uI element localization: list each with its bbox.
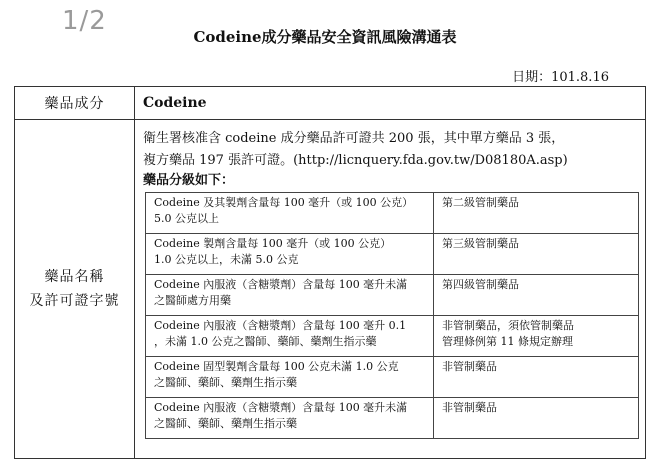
license-label-line2: 及許可證字號 bbox=[29, 292, 120, 309]
grade-row bbox=[146, 398, 639, 439]
grade-row bbox=[146, 316, 639, 357]
grading-table bbox=[145, 192, 639, 439]
grade-row bbox=[146, 275, 639, 316]
grade-level: 第三級管制藥品 bbox=[434, 234, 639, 275]
license-label-line1: 藥品名稱 bbox=[44, 268, 105, 285]
grade-description: Codeine 內服液（含糖漿劑）含量每 100 毫升未滿 之醫師、藥師、藥劑生指示藥 bbox=[146, 398, 434, 439]
ingredient-value: Codeine bbox=[135, 87, 646, 120]
document-date: 日期：101.8.16 bbox=[512, 70, 609, 85]
license-intro-line1: 衛生署核准含 codeine 成分藥品許可證共 200 張，其中單方藥品 3 張， bbox=[143, 131, 565, 146]
grade-description: Codeine 內服液（含糖漿劑）含量每 100 毫升未滿 之醫師處方用藥 bbox=[146, 275, 434, 316]
grade-level: 第四級管制藥品 bbox=[434, 275, 639, 316]
ingredient-label: 藥品成分 bbox=[15, 87, 135, 120]
grade-row bbox=[146, 193, 639, 234]
ingredient-row bbox=[15, 87, 646, 120]
grade-row bbox=[146, 234, 639, 275]
grade-level: 非管制藥品 bbox=[434, 357, 639, 398]
grade-level: 非管制藥品，須依管制藥品 管理條例第 11 條規定辦理 bbox=[434, 316, 639, 357]
page-indicator: 1/2 bbox=[62, 6, 107, 36]
license-content bbox=[135, 120, 646, 459]
grading-heading: 藥品分級如下： bbox=[143, 173, 235, 188]
grade-row bbox=[146, 357, 639, 398]
grade-description: Codeine 及其製劑含量每 100 毫升（或 100 公克） 5.0 公克以上 bbox=[146, 193, 434, 234]
grade-level: 第二級管制藥品 bbox=[434, 193, 639, 234]
license-label bbox=[15, 120, 135, 459]
document-title: Codeine成分藥品安全資訊風險溝通表 bbox=[193, 28, 457, 46]
risk-communication-table bbox=[14, 86, 646, 459]
grade-description: Codeine 固型製劑含量每 100 公克未滿 1.0 公克 之醫師、藥師、藥劑生指示藥 bbox=[146, 357, 434, 398]
grade-level: 非管制藥品 bbox=[434, 398, 639, 439]
license-intro-line2: 複方藥品 197 張許可證。(http://licnquery.fda.gov.tw/D08180A.asp) bbox=[143, 153, 568, 168]
grade-description: Codeine 內服液（含糖漿劑）含量每 100 毫升 0.1 ，未滿 1.0 公克之醫師、藥師、藥劑生指示藥 bbox=[146, 316, 434, 357]
license-row bbox=[15, 120, 646, 459]
grade-description: Codeine 製劑含量每 100 毫升（或 100 公克） 1.0 公克以上，未滿 5.0 公克 bbox=[146, 234, 434, 275]
